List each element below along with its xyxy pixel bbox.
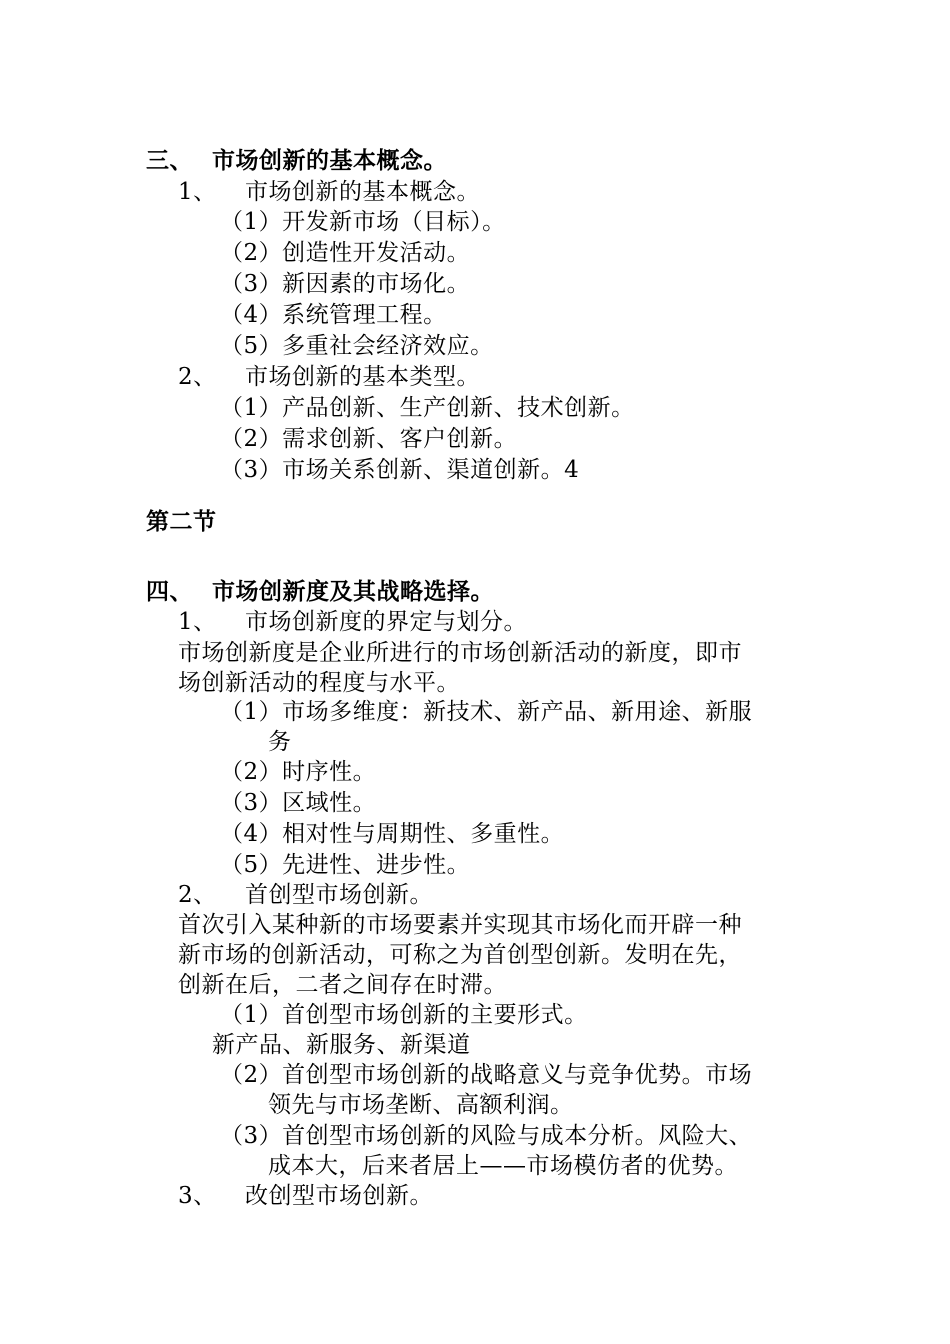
item-text: 改创型市场创新。 bbox=[245, 1183, 433, 1209]
section-heading-4 bbox=[146, 577, 494, 607]
item-text: 市场创新度的界定与划分。 bbox=[245, 609, 527, 635]
sub-item: （4）系统管理工程。 bbox=[220, 302, 447, 328]
section-number: 四、 bbox=[146, 578, 193, 605]
paragraph-line: 新市场的创新活动，可称之为首创型创新。发明在先， bbox=[178, 942, 742, 968]
sub-item-detail: 新产品、新服务、新渠道 bbox=[212, 1032, 471, 1058]
item-number: 2、 bbox=[178, 882, 217, 908]
sub-item: （2）时序性。 bbox=[220, 759, 377, 785]
item-number: 2、 bbox=[178, 364, 217, 390]
list-item-3 bbox=[178, 1181, 433, 1211]
sub-item: （1）产品创新、生产创新、技术创新。 bbox=[220, 395, 635, 421]
sub-item: （3）首创型市场创新的风险与成本分析。风险大、 bbox=[220, 1123, 753, 1149]
sub-item: （5）先进性、进步性。 bbox=[220, 852, 471, 878]
chapter-section-heading: 第二节 bbox=[146, 508, 217, 535]
sub-item: （4）相对性与周期性、多重性。 bbox=[220, 821, 565, 847]
sub-item: （1）首创型市场创新的主要形式。 bbox=[220, 1002, 588, 1028]
sub-item: （3）新因素的市场化。 bbox=[220, 271, 471, 297]
item-number: 1、 bbox=[178, 179, 217, 205]
sub-item-continuation: 领先与市场垄断、高额利润。 bbox=[268, 1092, 574, 1118]
sub-item: （3）区域性。 bbox=[220, 790, 377, 816]
sub-item: （1）市场多维度：新技术、新产品、新用途、新服 bbox=[220, 699, 753, 725]
paragraph-line: 首次引入某种新的市场要素并实现其市场化而开辟一种 bbox=[178, 912, 742, 938]
sub-item-continuation: 务 bbox=[268, 729, 292, 755]
sub-item: （2）创造性开发活动。 bbox=[220, 240, 471, 266]
sub-item: （2）需求创新、客户创新。 bbox=[220, 426, 518, 452]
sub-item: （1）开发新市场（目标）。 bbox=[220, 209, 506, 235]
item-text: 市场创新的基本类型。 bbox=[245, 364, 480, 390]
sub-item: （3）市场关系创新、渠道创新。4 bbox=[220, 457, 580, 483]
section-title: 市场创新的基本概念。 bbox=[212, 147, 447, 174]
sub-item-continuation: 成本大，后来者居上——市场模仿者的优势。 bbox=[268, 1153, 738, 1179]
list-item-1 bbox=[178, 177, 480, 207]
section-number: 三、 bbox=[146, 147, 193, 174]
sub-item: （5）多重社会经济效应。 bbox=[220, 333, 494, 359]
paragraph-line: 市场创新度是企业所进行的市场创新活动的新度，即市 bbox=[178, 640, 742, 666]
paragraph-line: 创新在后，二者之间存在时滞。 bbox=[178, 972, 507, 998]
paragraph-line: 场创新活动的程度与水平。 bbox=[178, 670, 460, 696]
section-title: 市场创新度及其战略选择。 bbox=[212, 578, 494, 605]
section-heading-3 bbox=[146, 146, 447, 176]
item-text: 市场创新的基本概念。 bbox=[245, 179, 480, 205]
item-number: 1、 bbox=[178, 609, 217, 635]
item-number: 3、 bbox=[178, 1183, 217, 1209]
list-item-1 bbox=[178, 607, 527, 637]
sub-item: （2）首创型市场创新的战略意义与竞争优势。市场 bbox=[220, 1062, 753, 1088]
item-text: 首创型市场创新。 bbox=[245, 882, 433, 908]
list-item-2 bbox=[178, 880, 433, 910]
list-item-2 bbox=[178, 362, 480, 392]
